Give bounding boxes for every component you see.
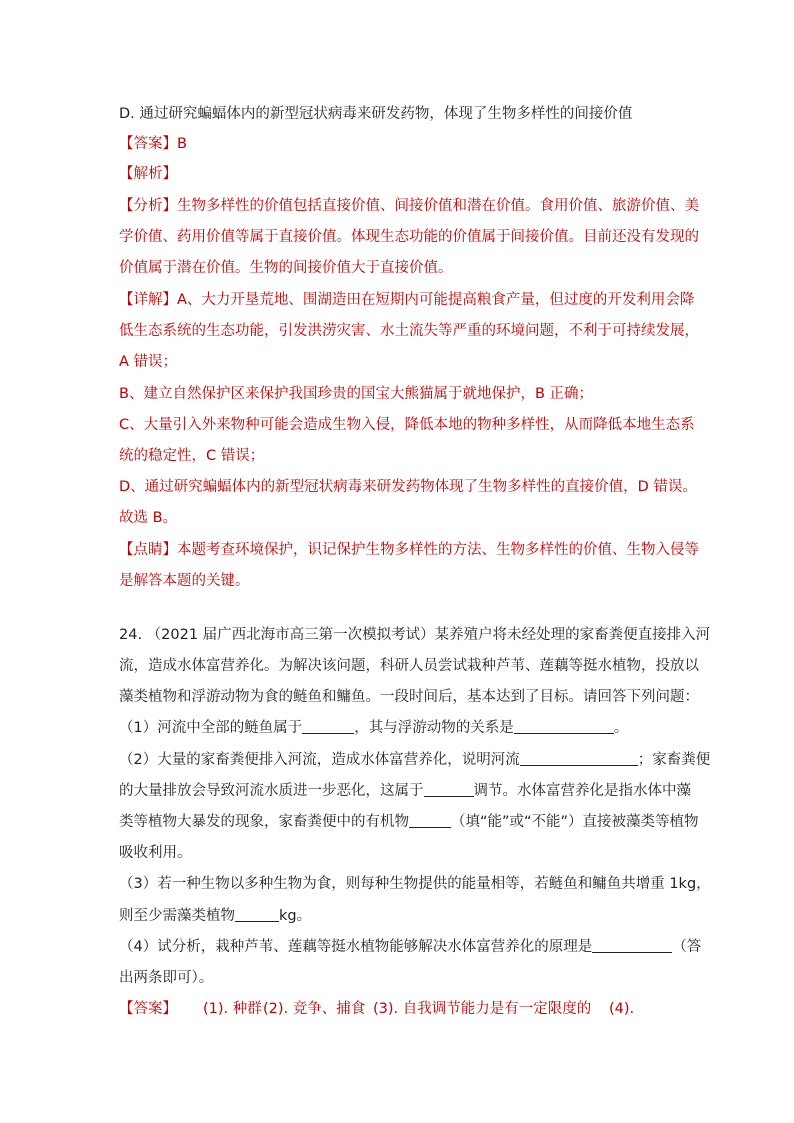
q24-sub3-line2: 则至少需藻类植物 kg。	[119, 908, 312, 924]
answer-blank[interactable]	[302, 719, 354, 734]
q24-sub2-line1: （2）大量的家畜粪便排入河流，造成水体富营养化，说明河流 ；家畜粪便	[119, 752, 711, 768]
jiexi-heading: 【解析】	[119, 166, 177, 182]
xiangjie-tag: 【详解】	[119, 292, 177, 308]
answer-tag: 【答案】	[119, 136, 177, 152]
answer-4: (4).	[609, 1001, 635, 1017]
answer-2: (2). 竞争、捕食	[263, 1001, 366, 1017]
q24-sub2-line3: 类等植物大暴发的现象，家畜粪便中的有机物 （填“能”或“不能”）直接被藻类等植物	[119, 814, 699, 830]
answer-blank[interactable]	[409, 813, 451, 828]
answer-blank[interactable]	[514, 719, 614, 734]
answer-3: (3). 自我调节能力是有一定限度的	[373, 1001, 592, 1017]
answer-blank[interactable]	[424, 782, 474, 797]
q24-answer-line	[119, 999, 674, 1019]
xiangjie-line-4: B、建立自然保护区来保护我国珍贵的国宝大熊猫属于就地保护，B 正确；	[119, 386, 594, 402]
fenxi-line-2: 学价值、药用价值等属于直接价值。体现生态功能的价值属于间接价值。目前还没有发现的	[119, 229, 699, 245]
dianjing-tag: 【点睛】	[119, 542, 177, 558]
dianjing-line-2: 是解答本题的关键。	[119, 573, 250, 589]
answer-blank[interactable]	[235, 907, 279, 922]
answer-line	[119, 134, 674, 154]
q24-sub1: （1）河流中全部的鲢鱼属于 ，其与浮游动物的关系是 。	[119, 720, 629, 736]
xiangjie-line-2: 低生态系统的生态功能，引发洪涝灾害、水土流失等严重的环境问题，不利于可持续发展，	[119, 323, 699, 339]
fenxi-line-3: 价值属于潜在价值。生物的间接价值大于直接价值。	[119, 260, 453, 276]
answer-1: (1). 种群	[203, 1001, 262, 1017]
xiangjie-line-1: 【详解】A、大力开垦荒地、围湖造田在短期内可能提高粮食产量，但过度的开发利用会降	[119, 292, 695, 308]
q24-sub4-line2: 出两条即可）。	[119, 970, 214, 986]
q24-sub2-line4: 吸收利用。	[119, 845, 192, 861]
xiangjie-line-5: C、大量引入外来物种可能会造成生物入侵，降低本地的物种多样性，从而降低本地生态系	[119, 417, 695, 433]
xiangjie-line-8: 故选 B。	[119, 510, 178, 526]
dianjing-line-1: 【点睛】本题考查环境保护，识记保护生物多样性的方法、生物多样性的价值、生物入侵等	[119, 542, 699, 558]
answer-blank[interactable]	[592, 938, 672, 953]
q24-sub3-line1: （3）若一种生物以多种生物为食，则每种生物提供的能量相等，若鲢鱼和鳙鱼共增重 1kg，	[119, 876, 711, 892]
option-d: D. 通过研究蝙蝠体内的新型冠状病毒来研发药物，体现了生物多样性的间接价值	[119, 106, 633, 122]
fenxi-line-1: 【分析】生物多样性的价值包括直接价值、间接价值和潜在价值。食用价值、旅游价值、美	[119, 198, 699, 214]
fenxi-tag: 【分析】	[119, 198, 177, 214]
q24-sub2-line2: 的大量排放会导致河流水质进一步恶化，这属于 调节。水体富营养化是指水体中藻	[119, 783, 691, 799]
q24-intro-2: 流，造成水体富营养化。为解决该问题，科研人员尝试栽种芦苇、莲藕等挺水植物，投放以	[119, 658, 699, 674]
answer-tag: 【答案】	[119, 1001, 177, 1017]
q24-intro-1: 24. （2021 届广西北海市高三第一次模拟考试）某养殖户将未经处理的家畜粪便直接排入河	[119, 627, 711, 643]
xiangjie-line-7: D、通过研究蝙蝠体内的新型冠状病毒来研发药物体现了生物多样性的直接价值，D 错误。	[119, 479, 697, 495]
xiangjie-line-3: A 错误；	[119, 354, 178, 370]
q24-sub4-line1: （4）试分析，栽种芦苇、莲藕等挺水植物能够解决水体富营养化的原理是 （答	[119, 939, 702, 955]
answer-value: B	[177, 136, 187, 152]
q24-intro-3: 藻类植物和浮游动物为食的鲢鱼和鳙鱼。一段时间后，基本达到了目标。请回答下列问题：	[119, 689, 699, 705]
answer-blank[interactable]	[520, 751, 638, 766]
xiangjie-line-6: 统的稳定性，C 错误；	[119, 448, 265, 464]
